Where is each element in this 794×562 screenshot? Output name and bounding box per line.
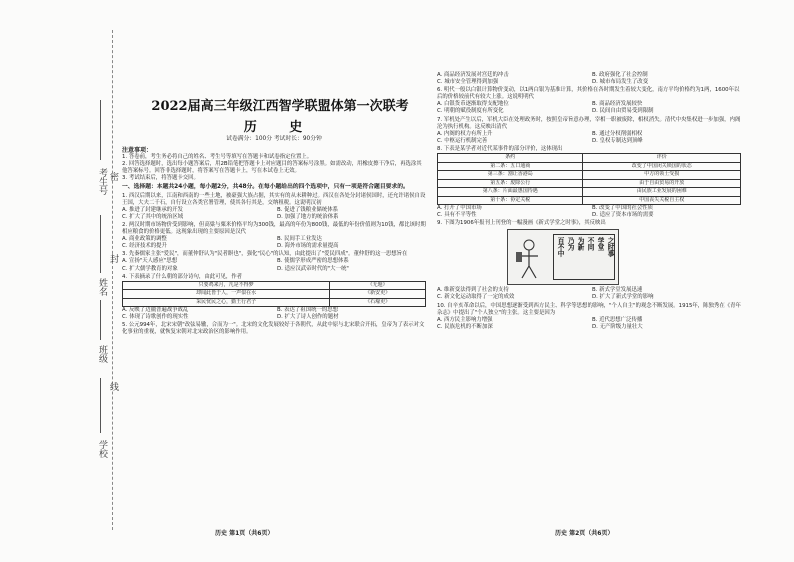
question-stem: 4. 下表摘录了什么朝的部分诗句，由此可见，作者 xyxy=(122,273,243,280)
exam-title xyxy=(150,95,410,135)
question-10 xyxy=(437,303,741,331)
option: C. 具有不平等性 xyxy=(437,212,477,219)
option: D. 海外市场的需求量提高 xyxy=(277,243,339,250)
option: C. 城市安全管理得到加强 xyxy=(437,79,499,86)
table-cell: 第十条：协定关税 xyxy=(438,196,583,205)
option: D. 适应了资本市场的需要 xyxy=(592,212,654,219)
table-row xyxy=(123,298,426,307)
option: B. 促进了钱粮业储统体系 xyxy=(277,206,339,213)
table-cell: 却闻此皆于人，一声似在水 xyxy=(123,290,330,299)
option: A. 商品经济发展对宫廷的冲击 xyxy=(437,72,509,78)
table-cell: 《石壕吏》 xyxy=(330,298,426,307)
scroll-text: 之时事 xyxy=(606,237,614,258)
seal-mark-3: 线 xyxy=(110,383,120,393)
school-fill-line xyxy=(100,378,101,433)
table-row xyxy=(438,162,741,171)
question-stem: 7. 军机处产生以后，军机大臣在处理政务时，按照皇帝旨意办理，宰相一职被废除，相权消失。清代中央集权进一步加强，内阁沦为执行机构。这反映出清代 xyxy=(437,116,741,130)
name-label: 姓名 xyxy=(97,278,107,296)
question-5-options xyxy=(437,72,741,86)
seal-mark-1: 密 xyxy=(110,173,120,183)
right-column xyxy=(437,72,741,331)
table-row xyxy=(438,171,741,180)
table-cell: 中国丧失关税自主权 xyxy=(583,196,741,205)
table-cell: 第五条：废除公行 xyxy=(438,179,583,188)
question-stem: 8. 下表是某学者对近代某事件的部分评价，这体现出 xyxy=(437,145,563,152)
question-stem: 2. 两汉时期市场物价受到影响，但高粱与粟米价格平均为300钱，最高的年份为800钱，最低的年份价值则为10钱，都比该时期相应粮食的价格更低。这现象出现的主要原因是汉代 xyxy=(122,221,426,236)
option: B. 近代思想广泛传播 xyxy=(592,316,643,323)
question-3 xyxy=(122,251,426,272)
option: A. 维新变法得到了社会的支持 xyxy=(437,287,509,294)
table-cell: 《无题》 xyxy=(330,281,426,290)
question-stem: 9. 下图为1906年报刊上刊登的一幅漫画《新式学堂之时事》，其反映出 xyxy=(437,220,606,227)
option: C. 中枢运行机制完善 xyxy=(437,137,488,144)
scroll-text: 为新 xyxy=(576,237,584,251)
option: B. 表达了祖国统一的思想 xyxy=(277,307,339,314)
option: B. 改变了中国的社会性质 xyxy=(592,205,654,212)
question-stem: 3. 先秦儒家主张"爱民"，而董仲舒认为"民者瞑也"，强化"民心"的认知，由此提出了"爱民四成"。董仲舒的这一思想旨在 xyxy=(122,251,408,258)
table-cell: 只要鸡来月，凡是不得梦 xyxy=(123,281,330,290)
question-9 xyxy=(437,220,741,301)
option: C. 扩大儒学教育的对象 xyxy=(122,265,178,272)
cartoon-scroll xyxy=(553,234,615,280)
candidate-number-label: 考生号 xyxy=(97,168,107,195)
question-stem: 6. 明代一般以白银计算物价变动，以1两白银为基准计算，其价格在各时期发生着较大变化，南方平均价格约为1两，1600年以后的价格较前代有较大上涨。这说明明代 xyxy=(437,87,740,101)
question-6 xyxy=(437,87,741,115)
notice-heading: 注意事项： xyxy=(122,147,153,154)
option: A. 西方民主影响力增强 xyxy=(437,316,493,323)
page-footer-right: 历史 第2页（共6页） xyxy=(555,530,614,537)
table-cell: 第三条：割让香港岛 xyxy=(438,171,583,180)
evaluation-table xyxy=(437,153,741,205)
table-row xyxy=(438,196,741,205)
table-row xyxy=(123,290,426,299)
option: A. 内阁的权力有所上升 xyxy=(437,130,493,137)
question-stem: 5. 公元994年，北宋宋朝"改弦易辙，合而为一"。北宋的文化发展较好于各朝代，从此中原与北宋联合开拓，皇帝为了表示对文化事业的重视，就恢复宋朝对北宋政治区的影响作用。 xyxy=(122,322,425,336)
table-header: 条约 xyxy=(438,154,583,163)
option: C. 民族危机的不断加深 xyxy=(437,323,493,330)
option: A. 反映了边疆普遍战争战乱 xyxy=(122,307,189,314)
option: D. 城市布局发生了改变 xyxy=(592,79,649,86)
question-4 xyxy=(122,274,426,322)
option: C. 经济技术的提升 xyxy=(122,243,167,250)
exam-subject: 历 史 xyxy=(243,120,317,135)
question-5 xyxy=(122,322,426,336)
option: B. 新式学堂发展迅速 xyxy=(592,287,643,294)
option: C. 体现了诗歌创作的现实性 xyxy=(122,314,189,321)
page-footer-left: 历史 第1页（共6页） xyxy=(215,530,274,537)
table-header-row xyxy=(438,154,741,163)
option: C. 新文化运动取得了一定的成效 xyxy=(437,294,515,301)
question-1 xyxy=(122,193,426,221)
table-cell: 《新安吏》 xyxy=(330,290,426,299)
table-row xyxy=(123,281,426,290)
option: C. 明朝的赋役制度有所变化 xyxy=(437,108,504,115)
option: B. 政府强化了社会控制 xyxy=(592,72,648,78)
table-cell: 中方的领土受损 xyxy=(583,171,741,180)
option: D. 加强了地方的统治体系 xyxy=(277,213,339,220)
table-cell: 由民族工业发展的困难 xyxy=(583,188,741,197)
seal-mark-2: 封 xyxy=(110,255,120,265)
table-row xyxy=(438,188,741,197)
figure-drawing-icon xyxy=(514,238,544,280)
option: D. 扩大了诗人创作的题材 xyxy=(277,314,339,321)
option: B. 通过分权削弱相权 xyxy=(592,130,643,137)
seal-dotted-line xyxy=(112,30,113,530)
cartoon-illustration xyxy=(507,229,619,285)
table-cell: 第八条：片面最惠国待遇 xyxy=(438,188,583,197)
candidate-fill-line xyxy=(100,100,101,160)
class-fill-line xyxy=(100,300,101,340)
binding-gutter xyxy=(0,0,118,562)
left-column xyxy=(122,145,426,337)
option: D. 皇权专制达到顶峰 xyxy=(592,137,643,144)
section-heading: 一、选择题：本题共24小题，每小题2分，共48分。在每小题给出的四个选项中，只有一项是符合题目要求的。 xyxy=(122,184,409,191)
scroll-text: 乃为 xyxy=(566,237,574,251)
option: D. 适应汉武帝时代的"大一统" xyxy=(277,265,349,272)
table-cell: 第二条：五口通商 xyxy=(438,162,583,171)
scroll-text: 学堂 xyxy=(596,237,604,251)
scroll-text: 不同 xyxy=(586,237,594,251)
school-label: 学校 xyxy=(97,440,107,458)
table-cell: 改变了中国闭关锁国的状态 xyxy=(583,162,741,171)
question-7 xyxy=(437,117,741,145)
table-cell: 由于自由贸易的开放 xyxy=(583,179,741,188)
option: B. 商品经济发展较快 xyxy=(592,101,643,108)
scroll-text: 百不中 xyxy=(556,237,564,258)
option: A. 推进了封建继承的开发 xyxy=(122,206,183,213)
notice-item: 3. 考试结束后，将答题卡交回。 xyxy=(122,175,199,182)
notice-item: 2. 回答选择题时，选出每小题答案后，用2B铅笔把答题卡上对应题目的答案标号涂黑。如需改动，用橡皮擦干净后，再选涂其他答案标号。回答非选择题时，将答案写在答题卡上，写在本试卷上无效。 xyxy=(122,161,422,175)
question-2 xyxy=(122,222,426,250)
class-label: 班级 xyxy=(97,345,107,363)
option: D. 扩大了新式学堂的影响 xyxy=(592,294,654,301)
question-8 xyxy=(437,146,741,219)
exam-meta: 试卷满分：100分 考试时长：90分钟 xyxy=(226,136,322,142)
option: D. 无产阶级力量壮大 xyxy=(592,323,643,330)
table-header: 评价 xyxy=(583,154,741,163)
option: B. 使儒学形成严密的思想体系 xyxy=(277,258,349,265)
exam-title-main: 2022届高三年级江西智学联盟体第一次联考 xyxy=(151,99,409,114)
name-fill-line xyxy=(100,215,101,273)
option: A. 白银货币逐渐取得支配地位 xyxy=(437,101,509,108)
option: A. 打开了中国市场 xyxy=(437,205,482,212)
option: A. 宣扬"天人感应"思想 xyxy=(122,258,178,265)
table-row xyxy=(438,179,741,188)
question-stem: 10. 自辛亥革命以后，中国思想逐渐受到西方民主、科学等思想的影响，"个人自主"的观念不断发展。1915年，陈独秀在《青年杂志》中提出了"个人独立"的主张。这主要是因为 xyxy=(437,302,741,316)
option: B. 民间手工业发达 xyxy=(277,236,322,243)
notice-item: 1. 答卷前，考生务必将自己的姓名、考生号等填写在答题卡和试卷指定位置上。 xyxy=(122,154,313,161)
poem-table xyxy=(122,281,426,308)
option: C. 扩大了其中的统治区域 xyxy=(122,213,184,220)
option: D. 民间自由贸易受到限制 xyxy=(592,108,654,115)
table-cell: 采民忧民之心，勤王行君子 xyxy=(123,298,330,307)
option: A. 商业政策的调整 xyxy=(122,236,167,243)
question-stem: 1. 西汉后期以来，江南和西南的一些土地，被豪强大族占据，其实有的从未耕种过。西汉在各处分封诸侯国时，还允许诸侯自设王国，大夫二千石，自行设立各类官署管理，使其各行其是，交纳租税。这说明汉初 xyxy=(122,192,426,206)
